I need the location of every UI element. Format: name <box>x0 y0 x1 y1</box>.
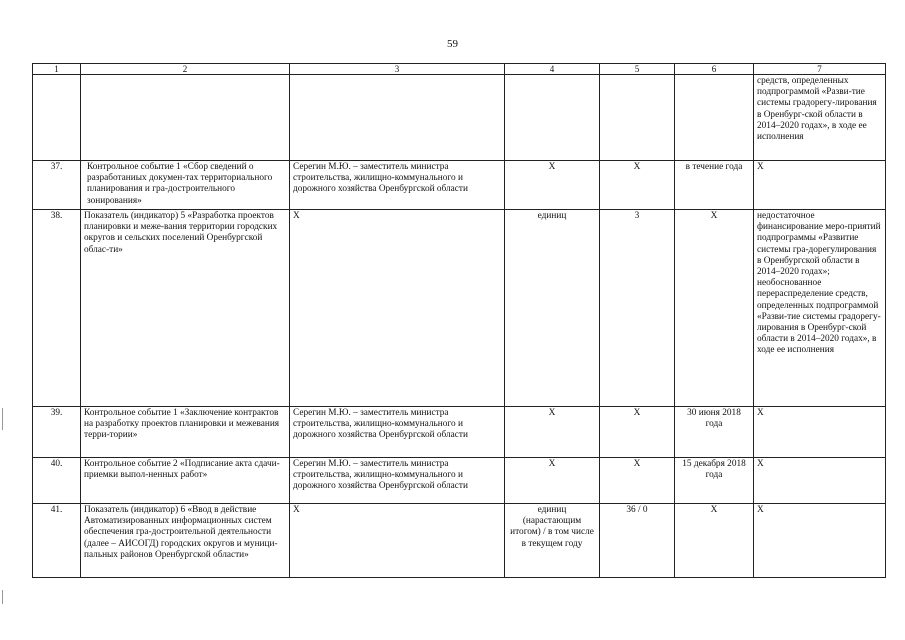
deadline-cell: 30 июня 2018 года <box>675 407 754 458</box>
deadline-cell <box>675 75 754 161</box>
deadline-cell: 15 декабря 2018 года <box>675 458 754 504</box>
report-table <box>32 63 886 578</box>
value-cell: 36 / 0 <box>600 504 675 578</box>
value-cell: Х <box>600 407 675 458</box>
table-row <box>33 458 886 504</box>
unit-cell: единиц (нарастающим итогом) / в том числе в текущем году <box>505 504 600 578</box>
row-number-cell: 40. <box>33 458 81 504</box>
table-row <box>33 75 886 161</box>
description-cell: Контрольное событие 1 «Сбор сведений о разработаниых докумен-тах территориального планирования и гра-достроительного зонирования» <box>81 161 290 210</box>
deadline-cell: Х <box>675 504 754 578</box>
column-number: 3 <box>290 64 505 75</box>
column-number: 6 <box>675 64 754 75</box>
risk-cell: недостаточное финансирование меро-приятий подпрограммы «Развитие системы гра-дорегулирования в Оренбургской области в 2014–2020 годах»; необоснованное перераспределение средств, определенных подпрограммой «Разви-тие системы градорегу-лирования в Оренбург-ской области в 2014–2020 годах», в ходе ее исполнения <box>754 210 886 407</box>
scan-edge-mark <box>2 408 3 430</box>
column-number-row <box>33 64 886 75</box>
column-number: 7 <box>754 64 886 75</box>
description-cell: Показатель (индикатор) 5 «Разработка проектов планировки и меже-вания территории городских округов и сельских поселений Оренбургской облас-ти» <box>81 210 290 407</box>
row-number-cell: 37. <box>33 161 81 210</box>
row-number-cell: 41. <box>33 504 81 578</box>
description-cell <box>81 75 290 161</box>
description-cell: Контрольное событие 1 «Заключение контрактов на разработку проектов планировки и межевания терри-тории» <box>81 407 290 458</box>
column-number: 2 <box>81 64 290 75</box>
column-number: 4 <box>505 64 600 75</box>
unit-cell <box>505 75 600 161</box>
row-number-cell: 39. <box>33 407 81 458</box>
responsible-cell: Серегин М.Ю. – заместитель министра строительства, жилищно-коммунального и дорожного хозяйства Оренбургской области <box>290 161 505 210</box>
risk-cell: Х <box>754 161 886 210</box>
deadline-cell: Х <box>675 210 754 407</box>
value-cell <box>600 75 675 161</box>
table-row <box>33 504 886 578</box>
description-cell: Контрольное событие 2 «Подписание акта сдачи-приемки выпол-ненных работ» <box>81 458 290 504</box>
value-cell: 3 <box>600 210 675 407</box>
unit-cell: Х <box>505 161 600 210</box>
unit-cell: Х <box>505 407 600 458</box>
table-row <box>33 161 886 210</box>
table-row <box>33 210 886 407</box>
column-number: 5 <box>600 64 675 75</box>
deadline-cell: в течение года <box>675 161 754 210</box>
responsible-cell: Х <box>290 210 505 407</box>
responsible-cell <box>290 75 505 161</box>
risk-cell: средств, определенных подпрограммой «Разви-тие системы градорегу-лирования в Оренбург-ской области в 2014–2020 годах», в ходе ее исполнения <box>754 75 886 161</box>
value-cell: Х <box>600 458 675 504</box>
value-cell: Х <box>600 161 675 210</box>
row-number-cell <box>33 75 81 161</box>
page-number: 59 <box>447 38 458 50</box>
responsible-cell: Х <box>290 504 505 578</box>
description-cell: Показатель (индикатор) 6 «Ввод в действие Автоматизированных информационных систем обеспечения гра-достроительной деятельности (далее – АИСОГД) городских округов и муници-пальных районов Оренбургской области» <box>81 504 290 578</box>
column-number: 1 <box>33 64 81 75</box>
scan-edge-mark <box>2 590 3 604</box>
unit-cell: единиц <box>505 210 600 407</box>
risk-cell: Х <box>754 407 886 458</box>
responsible-cell: Серегин М.Ю. – заместитель министра строительства, жилищно-коммунального и дорожного хозяйства Оренбургской области <box>290 458 505 504</box>
table-row <box>33 407 886 458</box>
responsible-cell: Серегин М.Ю. – заместитель министра строительства, жилищно-коммунального и дорожного хозяйства Оренбургской области <box>290 407 505 458</box>
unit-cell: Х <box>505 458 600 504</box>
row-number-cell: 38. <box>33 210 81 407</box>
risk-cell: Х <box>754 458 886 504</box>
risk-cell: Х <box>754 504 886 578</box>
